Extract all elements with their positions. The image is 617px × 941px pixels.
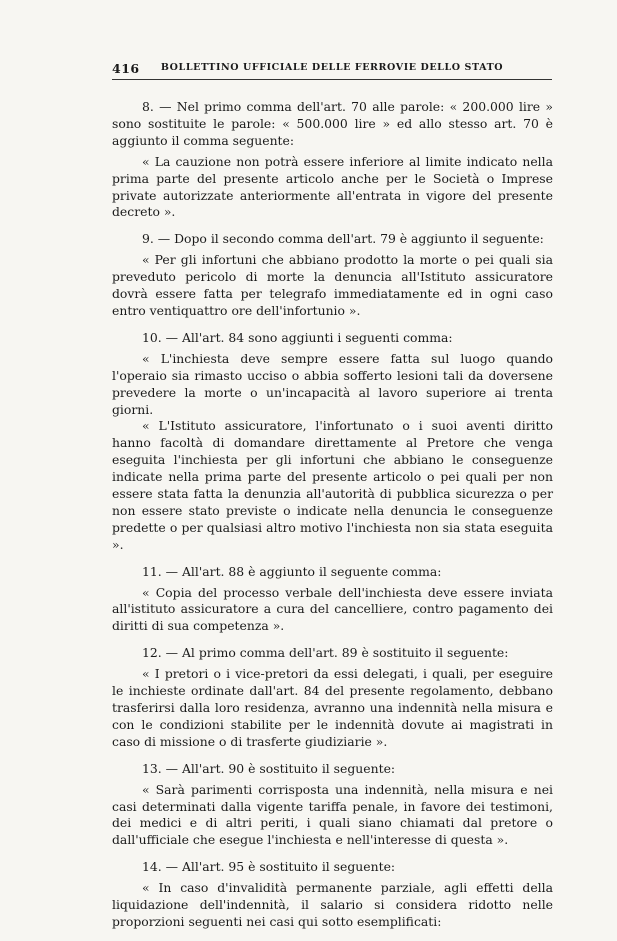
quote-13: « Sarà parimenti corrisposta una indennità, nella misura e nei casi determinati dalla vigente tariffa penale, in favore dei testimoni, dei medici e di altri periti, i quali siano chiamati dal pretore o dall'ufficiale che esegue l'inchiesta e nell'interesse di questa ». [112,781,553,848]
running-title: BOLLETTINO UFFICIALE DELLE FERROVIE DELLO STATO [160,62,504,73]
quote-10-second: « L'Istituto assicuratore, l'infortunato o i suoi aventi diritto hanno facoltà di domandare direttamente al Pretore che venga eseguita l'inchiesta per gli infortuni che abbiano le conseguenze indicate nella prima parte del presente articolo o pei quali per non essere stata fatta la denunzia all'autorità di pubblica sicurezza o per non essere stato previste o indicate nella denuncia le conseguenze predette o per qualsiasi altro motivo l'inchiesta non sia stata eseguita ». [112,418,553,552]
paragraph-9: 9. — Dopo il secondo comma dell'art. 79 è aggiunto il seguente: [142,231,544,247]
paragraph-10: 10. — All'art. 84 sono aggiunti i seguenti comma: [142,329,453,345]
header-rule [112,79,552,80]
paragraph-11: 11. — All'art. 88 è aggiunto il seguente comma: [142,563,442,579]
quote-11: « Copia del processo verbale dell'inchiesta deve essere inviata all'istituto assicuratore a cura del cancelliere, contro pagamento dei diritti di sua competenza ». [112,584,553,634]
quote-14: « In caso d'invalidità permanente parziale, agli effetti della liquidazione dell'indennità, il salario si considera ridotto nelle proporzioni seguenti nei casi qui sotto esemplificati: [112,880,553,929]
paragraph-14: 14. — All'art. 95 è sostituito il seguente: [142,859,396,875]
paragraph-13: 13. — All'art. 90 è sostituito il seguente: [142,760,396,776]
paragraph-12: 12. — Al primo comma dell'art. 89 è sostituito il seguente: [142,645,509,661]
document-body [112,99,553,941]
paragraph-8: 8. — Nel primo comma dell'art. 70 alle parole: « 200.000 lire » sono sostituite le parole: « 500.000 lire » ed allo stesso art. 70 è aggiunto il comma seguente: [112,99,553,148]
quote-8: « La cauzione non potrà essere inferiore al limite indicato nella prima parte del presente articolo anche per le Società o Imprese private autorizzate anteriormente all'entrata in vigore del presente decreto ». [112,153,553,220]
page-number: 416 [112,61,140,76]
quote-12: « I pretori o i vice-pretori da essi delegati, i quali, per eseguire le inchieste ordinate dall'art. 84 del presente regolamento, debbano trasferirsi dalla loro residenza, avranno una indennità nella misura e con le condizioni stabilite per le indennità dovute ai magistrati in caso di missione o di trasferte giudiziarie ». [112,666,553,749]
quote-10-first: « L'inchiesta deve sempre essere fatta sul luogo quando l'operaio sia rimasto ucciso o abbia sofferto lesioni tali da doversene prevedere la morte o un'incapacità al lavoro superiore ai trenta giorni. [112,350,553,417]
quote-9: « Per gli infortuni che abbiano prodotto la morte o pei quali sia preveduto pericolo di morte la denuncia all'Istituto assicuratore dovrà essere fatta per telegrafo immediatamente ed in ogni caso entro ventiquattro ore dell'infortunio ». [112,252,553,318]
page-header [112,61,552,77]
